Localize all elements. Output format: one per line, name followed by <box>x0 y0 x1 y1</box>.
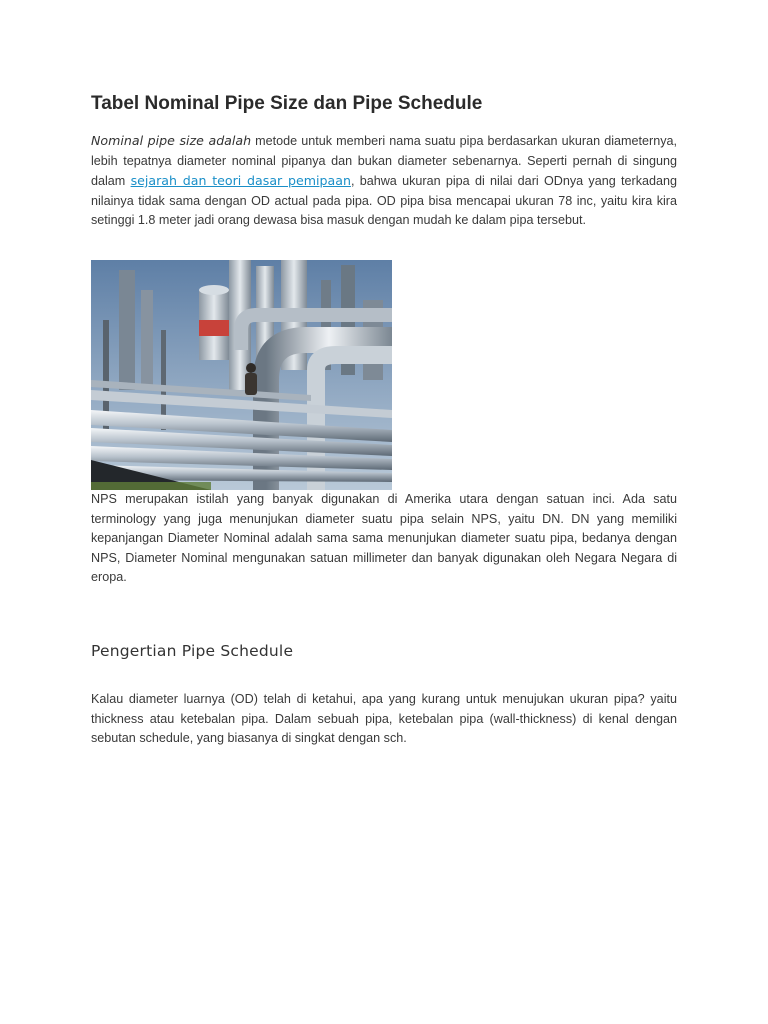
pipeline-illustration <box>91 260 392 490</box>
theory-link[interactable]: sejarah dan teori dasar pemipaan <box>130 173 351 188</box>
page-title: Tabel Nominal Pipe Size dan Pipe Schedule <box>91 93 483 114</box>
intro-paragraph <box>91 131 677 231</box>
industrial-pipeline-photo <box>91 260 392 490</box>
intro-lead-italic: Nominal pipe size adalah <box>91 133 252 148</box>
intro-text-after-link: , bahwa ukuran pipa di nilai dari ODnya yang terkadang nilainya tidak sama dengan OD actual pada pipa. OD pipa bisa mencapai ukuran 78 inc, yaitu kira kira setinggi 1.8 meter jadi orang dewasa bisa masuk dengan mudah ke dalam pipa tersebut. <box>91 174 678 227</box>
intro-text-before-link: metode untuk memberi nama suatu pipa berdasarkan ukuran diameternya, lebih tepatnya diameter nominal pipanya dan bukan diameter sebenarnya. Seperti pernah di singung dalam <box>91 134 677 188</box>
nps-paragraph: NPS merupakan istilah yang banyak digunakan di Amerika utara dengan satuan inci. Ada satu terminology yang juga menunjukan diameter suatu pipa selain NPS, yaitu DN. DN yang memiliki kepanjangan Diameter Nominal adalah sama sama menunjukan diameter suatu pipa, bedanya dengan NPS, Diameter Nominal mengunakan satuan millimeter dan banyak digunakan oleh Negara Negara di eropa. <box>91 492 677 584</box>
schedule-paragraph: Kalau diameter luarnya (OD) telah di ketahui, apa yang kurang untuk menujukan ukuran pipa? yaitu thickness atau ketebalan pipa. Dalam sebuah pipa, ketebalan pipa (wall-thickness) di kenal dengan sebutan schedule, yang biasanya di singkat dengan sch. <box>91 692 677 745</box>
section-heading: Pengertian Pipe Schedule <box>91 642 294 660</box>
